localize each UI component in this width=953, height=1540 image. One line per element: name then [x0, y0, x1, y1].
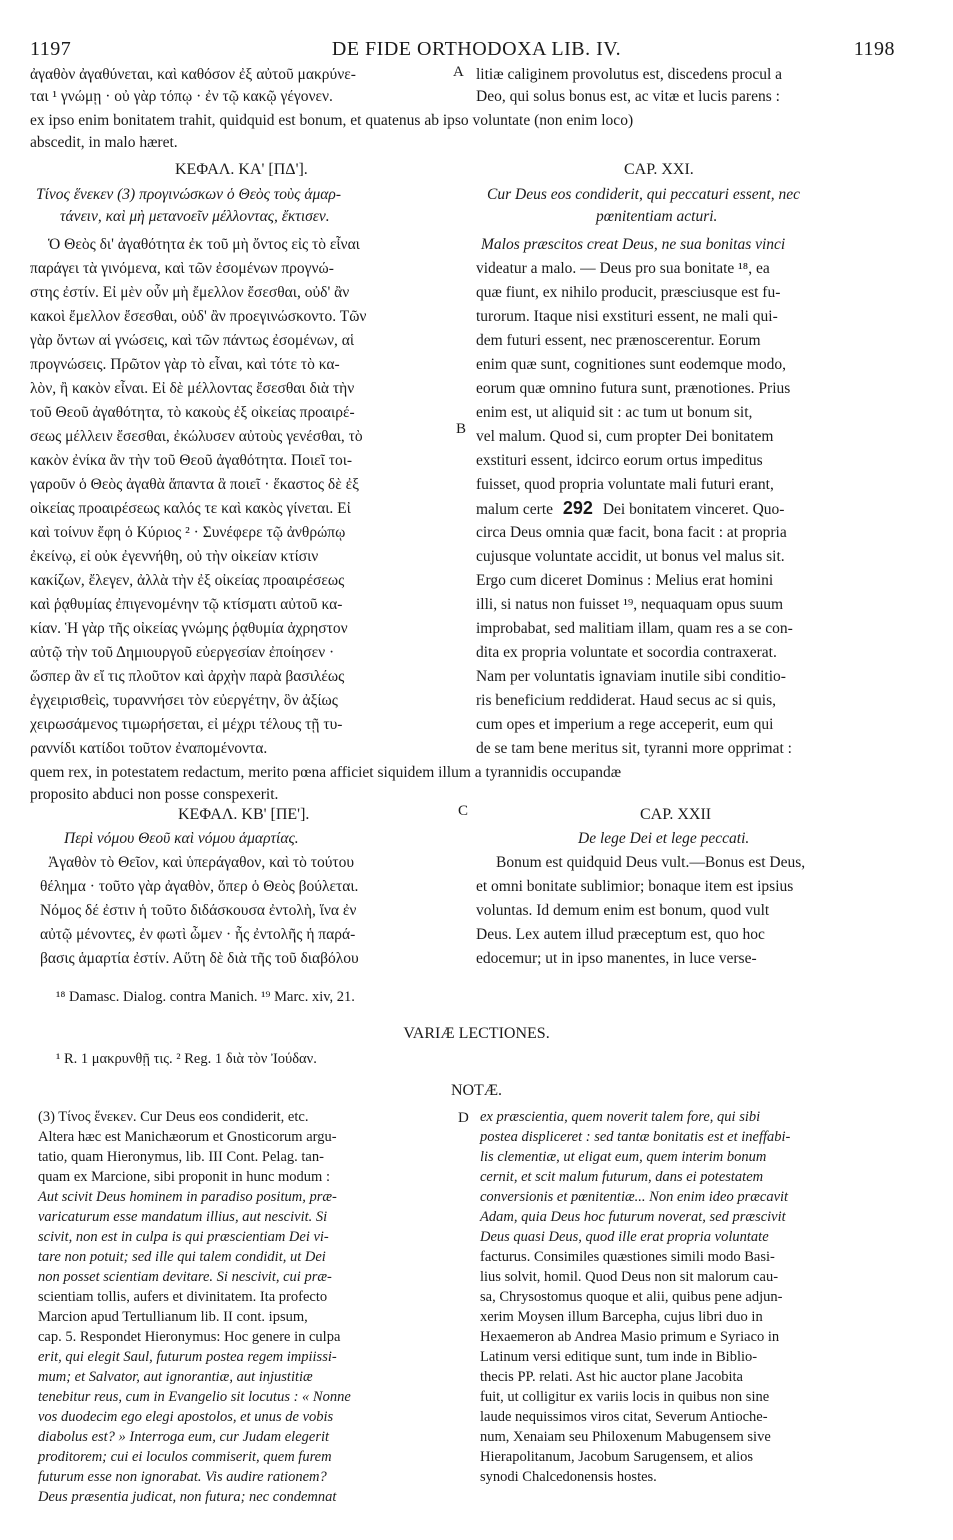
- chapter-22-greek-heading: ΚΕΦΑΛ. ΚΒ' [ΠΕ'].: [178, 806, 310, 823]
- text-line: Ergo cum diceret Dominus : Melius erat homini: [476, 572, 774, 589]
- stamp-number: 292: [562, 498, 593, 518]
- text-line: improbabat, sed malitiam illam, quam res a se con-: [476, 620, 793, 637]
- note-line: Hierapolitanum, Jacobum Sarugensem, et alios: [480, 1449, 754, 1465]
- text-line: circa Deus omnia quæ facit, bona facit : at propria: [476, 524, 787, 541]
- note-line: mum; et Salvator, aut ignorantiæ, aut injustitiæ: [38, 1369, 313, 1385]
- note-line: Marcion apud Tertullianum lib. II cont. ipsum,: [38, 1309, 308, 1325]
- text-line: proposito abduci non posse conspexerit.: [30, 786, 279, 803]
- text-line: quem rex, in potestatem redactum, merito pœna afficiet siquidem illum a tyrannidis occupandæ: [30, 764, 622, 781]
- note-line: futurum esse non ignorabat. Vis audire rationem?: [38, 1469, 327, 1485]
- note-line: vos duodecim ego elegi apostolos, et unus de vobis: [38, 1409, 334, 1425]
- note-line: scientiam tollis, aufers et divinitatem. Ita profecto: [38, 1289, 328, 1305]
- text-line: dita ex propria voluntate et socordia contraxerat.: [476, 644, 777, 661]
- note-line: Latinum versi editique sunt, tum inde in Biblio-: [480, 1349, 758, 1365]
- text-line: exstituri essent, idcirco eorum ortus impeditus: [476, 452, 763, 469]
- text-line: θέλημα · τοῦτο γὰρ ἀγαθὸν, ὅπερ ὁ Θεὸς βούλεται.: [40, 878, 359, 895]
- text-line: παράγει τὰ γινόμενα, καὶ τῶν ἐσομένων προγνώ-: [30, 260, 334, 277]
- text-line: dem futuri essent, nec prænoscerentur. Eorum: [476, 332, 761, 349]
- note-line: num, Xenaiam seu Philoxenum Mabugensem sive: [480, 1429, 771, 1445]
- text-line: edocemur; ut in ipso manentes, in luce verse-: [476, 950, 757, 967]
- text-line: cum opes et imperium a rege acceperit, eum qui: [476, 716, 774, 733]
- note-line: cernit, et scit malum futurum, dans ei potestatem: [480, 1169, 764, 1185]
- chapter-21-greek-subtitle: τάνειν, καὶ μὴ μετανοεῖν μέλλοντας, ἔκτισεν.: [60, 208, 330, 225]
- note-line: Deus quasi Deus, quod ille erat propria voluntate: [480, 1229, 769, 1245]
- note-line: Adam, quia Deus hoc futurum noverat, sed præscivit: [480, 1209, 786, 1225]
- text-line: Νόμος δέ ἐστιν ἡ τοῦτο διδάσκουσα ἐντολὴ, ἵνα ἐν: [40, 902, 357, 919]
- text-line: καὶ τοίνυν ἔφη ὁ Κύριος ² · Συνέφερε τῷ ἀνθρώπῳ: [30, 524, 346, 541]
- text-line: ἐγχειρισθεὶς, τυραννήσει τὸν εὐεργέτην, ὃν ἀξίως: [30, 692, 338, 709]
- text-line: et omni bonitate sublimior; bonaque item est ipsius: [476, 878, 794, 895]
- text-line: ex ipso enim bonitatem trahit, quidquid est bonum, et quatenus ab ipso voluntate (non enim loco): [30, 112, 634, 129]
- page-number-right: 1198: [853, 38, 895, 60]
- chapter-22-latin-subtitle: De lege Dei et lege peccati.: [578, 830, 750, 847]
- chapter-21-latin-subtitle: pœnitentiam acturi.: [596, 208, 718, 225]
- text-line: κακὸν ἐνίκα ἂν τὴν τοῦ Θεοῦ ἀγαθότητα. Ποιεῖ τοι-: [30, 452, 353, 469]
- chapter-22-latin-heading: CAP. XXII: [640, 806, 712, 823]
- margin-marker-a: A: [453, 64, 464, 80]
- text-line: προγνώσεις. Πρῶτον γὰρ τὸ εἶναι, καὶ τότε τὸ κα-: [30, 356, 340, 373]
- text-line: λὸν, ἢ κακὸν εἶναι. Εἰ δὲ μέλλοντας ἔσεσθαι διὰ τὴν: [30, 380, 355, 397]
- note-line: tare non potuit; sed ille qui talem condidit, ut Dei: [38, 1249, 326, 1265]
- text-line: Ὁ Θεὸς δι' ἀγαθότητα ἐκ τοῦ μὴ ὄντος εἰς τὸ εἶναι: [48, 236, 360, 253]
- note-line: facturus. Consimiles quæstiones simili modo Basi-: [480, 1249, 775, 1265]
- variae-lectiones-heading: VARIÆ LECTIONES.: [403, 1025, 550, 1042]
- text-line: βασις ἁμαρτία ἐστίν. Αὕτη δὲ διὰ τῆς τοῦ διαβόλου: [40, 950, 359, 967]
- note-line: tenebitur reus, cum in Evangelio sit locutus : « Nonne: [38, 1389, 351, 1405]
- text-line: ται ¹ γνώμῃ · οὐ γὰρ τόπῳ · ἐν τῷ κακῷ γέγονεν.: [30, 88, 333, 105]
- note-line: Deus præsentia judicat, non futura; nec condemnat: [38, 1489, 337, 1505]
- note-line: scivit, non est in culpa is qui præscientiam Dei vi-: [38, 1229, 329, 1245]
- note-line: lis clementiæ, ut eligat eum, quem interim bonum: [480, 1149, 767, 1165]
- text-line: vel malum. Quod si, cum propter Dei bonitatem: [476, 428, 774, 445]
- chapter-21-latin-heading: CAP. XXI.: [624, 161, 694, 178]
- text-fragment: Dei bonitatem vinceret. Quo-: [602, 501, 785, 518]
- note-line: xerim Moysen illum Barcepha, cujus libri duo in: [480, 1309, 763, 1325]
- text-line: enim est, ut aliquid sit : ac tum ut bonum sit,: [476, 404, 753, 421]
- note-line: Altera hæc est Manichæorum et Gnosticorum argu-: [38, 1129, 337, 1145]
- text-line: illi, si natus non fuisset ¹⁹, nequaquam opus suum: [476, 596, 784, 613]
- text-line: videatur a malo. — Deus pro sua bonitate ¹⁸, ea: [476, 260, 770, 277]
- text-line: eorum quæ omnino futura sunt, prænotiones. Prius: [476, 380, 791, 397]
- notae-heading: NOTÆ.: [450, 1082, 503, 1099]
- chapter-21-greek-heading: ΚΕΦΑΛ. ΚΑ' [ΠΔ'].: [175, 161, 308, 178]
- note-line: thecis PP. relati. Ast hic auctor plane Jacobita: [480, 1369, 743, 1385]
- text-line: τοῦ Θεοῦ ἀγαθότητα, τὸ κακοὺς ἐξ οἰκείας προαιρέ-: [30, 404, 355, 421]
- footnotes: ¹⁸ Damasc. Dialog. contra Manich. ¹⁹ Marc. xiv, 21.: [56, 989, 355, 1005]
- note-line: synodi Chalcedonensis hostes.: [480, 1469, 657, 1485]
- variae-lectiones-text: ¹ R. 1 μακρυνθῇ τις. ² Reg. 1 διὰ τὸν Ἰούδαν.: [56, 1051, 317, 1067]
- text-line: γὰρ ὄντων αἱ γνώσεις, καὶ τῶν πάντως ἐσομένων, αἱ: [30, 332, 355, 349]
- text-line: fuisset, quod propria voluntate mali futuri erant,: [476, 476, 774, 493]
- note-line: conversionis et pœnitentiæ... Non enim ideo præcavit: [480, 1189, 789, 1205]
- note-line: (3) Τίνος ἕνεκεν. Cur Deus eos condiderit, etc.: [38, 1109, 309, 1125]
- text-line: voluntas. Id demum enim est bonum, quod vult: [476, 902, 770, 919]
- note-line: non posset scientiam devitare. Si nescivit, cui præ-: [38, 1269, 332, 1285]
- note-line: laude nequissimos viros citat, Severum Antioche-: [480, 1409, 768, 1425]
- chapter-21-greek-subtitle: Τίνος ἕνεκεν (3) προγινώσκων ὁ Θεὸς τοὺς ἁμαρ-: [36, 186, 341, 203]
- note-line: erit, qui elegit Saul, futurum postea regem impiissi-: [38, 1349, 337, 1365]
- text-line: Deus. Lex autem illud præceptum est, quo hoc: [476, 926, 765, 943]
- text-line: de se tam bene meritus sit, tyranni more opprimat :: [476, 740, 792, 757]
- text-line: abscedit, in malo hæret.: [30, 134, 178, 151]
- text-line: κακίζων, ἔλεγεν, ἀλλὰ τὴν ἐξ οἰκείας προαιρέσεως: [30, 572, 345, 589]
- text-line: quæ fiunt, ex nihilo producit, præsciusque est fu-: [476, 284, 781, 301]
- text-line: ὥσπερ ἂν εἴ τις πλοῦτον καὶ ἀρχὴν παρὰ βασιλέως: [30, 668, 345, 685]
- text-line: κίαν. Ἡ γὰρ τῆς οἰκείας γνώμης ῥᾳθυμία ἀχρηστον: [30, 620, 348, 637]
- note-line: sa, Chrysostomus quoque et alii, quibus pene adjun-: [480, 1289, 783, 1305]
- note-line: lius solvit, homil. Quod Deus non sit malorum cau-: [480, 1269, 779, 1285]
- text-line: ris beneficium reddiderat. Haud secus ac si quis,: [476, 692, 777, 709]
- note-line: cap. 5. Respondet Hieronymus: Hoc genere in culpa: [38, 1329, 341, 1345]
- text-line: ἐκείνῳ, εἰ οὐκ ἐγεννήθη, οὐ τὴν οἰκείαν κτίσιν: [30, 548, 319, 565]
- text-line: cujusque voluntate accidit, ut bonus vel malus sit.: [476, 548, 785, 565]
- text-line: Bonum est quidquid Deus vult.—Bonus est Deus,: [496, 854, 806, 871]
- text-line: στης ἐστίν. Εἰ μὲν οὖν μὴ ἔμελλον ἔσεσθαι, οὐδ' ἂν: [30, 284, 350, 301]
- running-title: DE FIDE ORTHODOXA LIB. IV.: [331, 38, 622, 60]
- text-line: turorum. Itaque nisi exstituri essent, ne mali qui-: [476, 308, 778, 325]
- note-line: fuit, ut colligitur ex variis locis in quibus non sine: [480, 1389, 770, 1405]
- text-line: καὶ ῥᾳθυμίας ἐπιγενομένην τῷ κτίσματι αὐτοῦ κα-: [30, 596, 343, 613]
- text-line: litiæ caliginem provolutus est, discedens procul a: [476, 66, 783, 83]
- text-line: Ἀγαθὸν τὸ Θεῖον, καὶ ὑπεράγαθον, καὶ τὸ τούτου: [48, 854, 355, 871]
- margin-marker-d: D: [458, 1110, 469, 1126]
- note-line: diabolus est? » Interroga eum, cur Judam elegerit: [38, 1429, 330, 1445]
- note-line: varicaturum esse mandatum illius, aut nescivit. Si: [38, 1209, 328, 1225]
- text-line: αὐτῷ τὴν τοῦ Δημιουργοῦ εὐεργεσίαν ἐποίησεν ·: [30, 644, 335, 661]
- note-line: Aut scivit Deus hominem in paradiso positum, præ-: [38, 1189, 337, 1205]
- note-line: ex præscientia, quem noverit talem fore, qui sibi: [480, 1109, 761, 1125]
- text-line: [476, 498, 784, 520]
- note-line: postea displiceret : sed tantæ bonitatis est et ineffabi-: [480, 1129, 791, 1145]
- note-line: proditorem; cui ei loculos commiserit, quem furem: [38, 1449, 332, 1465]
- text-line: οἰκείας προαιρέσεως καλός τε καὶ κακὸς γίνεται. Εἰ: [30, 500, 351, 517]
- margin-marker-c: C: [458, 803, 469, 819]
- chapter-22-greek-subtitle: Περὶ νόμου Θεοῦ καὶ νόμου ἁμαρτίας.: [64, 830, 299, 847]
- text-line: enim quæ sunt, cognitiones sunt eodemque modo,: [476, 356, 786, 373]
- text-line: αὐτῷ μένοντες, ἐν φωτὶ ὦμεν · ἧς ἐντολῆς ἡ παρά-: [40, 926, 356, 943]
- text-fragment: malum certe: [476, 501, 554, 518]
- text-line: σεως μέλλειν ἔσεσθαι, ἐκώλυσεν αὐτοὺς γενέσθαι, τὸ: [30, 428, 363, 445]
- text-line: γαροῦν ὁ Θεὸς ἀγαθὰ ἅπαντα ἃ ποιεῖ · ἕκαστος δὲ ἐξ: [30, 476, 360, 493]
- note-line: quam ex Marcione, sibi proponit in hunc modum :: [38, 1169, 330, 1185]
- text-line: χειρωσάμενος τιμωρήσεται, εἰ μέχρι τέλους τῇ τυ-: [30, 716, 343, 733]
- note-line: tatio, quam Hieronymus, lib. III Cont. Pelag. tan-: [38, 1149, 324, 1165]
- text-line: Nam per voluntatis ignaviam inutile sibi conditio-: [476, 668, 786, 685]
- text-line: ἀγαθὸν ἀγαθύνεται, καὶ καθόσον ἐξ αὐτοῦ μακρύνε-: [30, 66, 356, 83]
- text-line: κακοὶ ἔμελλον ἔσεσθαι, οὐδ' ἂν προεγινώσκοντο. Τῶν: [30, 308, 367, 325]
- note-line: Hexaemeron ab Andrea Masio primum e Syriaco in: [480, 1329, 780, 1345]
- text-line: Deo, qui solus bonus est, ac vitæ et lucis parens :: [476, 88, 780, 105]
- text-line: ραννίδι κατίδοι τοῦτον ἐναπομένοντα.: [30, 740, 268, 757]
- margin-marker-b: B: [456, 421, 467, 437]
- chapter-21-latin-subtitle: Cur Deus eos condiderit, qui peccaturi essent, nec: [487, 186, 800, 203]
- page-number-left: 1197: [30, 38, 72, 60]
- text-line: Malos præscitos creat Deus, ne sua bonitas vinci: [481, 236, 786, 253]
